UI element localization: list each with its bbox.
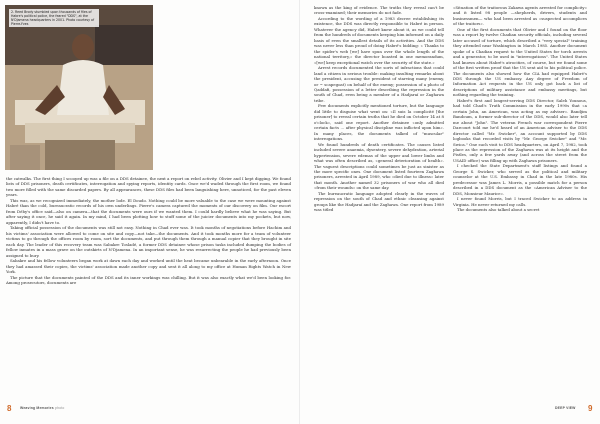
left-page-number: 8 <box>7 404 12 413</box>
paragraph: According to the wording of a 1983 decree establishing its existence, the DDS was directly responsible to Habré in person. Whatever the agency did, Habré knew about it, as we could tell from the hundreds of documents keeping him informed on a daily basis of even the smallest details of its activities. And the DDS was never less than proud of doing Habré's bidding: « Thanks to the spider's web [we] have spun over the whole length of the national territory,» the director boasted in one memorandum, «[we] keep exceptional watch over the security of the state.» <box>314 16 444 65</box>
paragraph: I never found Morris, but I traced Swicker to an address in Virginia. He never returned my calls. <box>453 196 587 207</box>
paragraph: Few documents explicitly mentioned torture, but the language did little to disguise what went on: «Il suis la complicité [the prisoner] to reveal certain truths that he died on October 14 at 8 o'clock», said one report. Another detainee «only admitted certain facts ... after physical discipline was inflicted upon him». In many places, the documents talked of "muscular" interrogations. <box>314 103 444 142</box>
right-text-column-1 <box>314 5 444 213</box>
running-head-suffix: photo <box>55 406 65 410</box>
right-text-column-2 <box>453 5 587 213</box>
photo-caption: 2. Reed Brody stumbled upon thousands of files of Habre's political police, the feared "DDS", at the N'Djamena headquarters in 2001. Photo courtesy of Pierre-Yves <box>9 9 99 27</box>
photo-image <box>5 5 153 170</box>
paragraph: «Situation of the traitorous Zakawa agents arrested for complicity» and it listed 98 people —shepherds, drivers, students and businessmen— who had been arrested as «suspected accomplices of the traitors». <box>453 5 587 27</box>
paragraph: We found hundreds of death certificates. The causes listed included severe anaemia, dysentery, severe dehydration, arterial hypertension, severe edemas of the upper and lower limbs and what was often described as, «general deterioration of health». The vaguest descriptions could sometimes be just as sinister as the more specific ones. One document listed fourteen Zaghawa prisoners, arrested in April 1989, who «died due to illness» later that month. Another named 32 prisoners of war who all died «from their wounds» on the same day. <box>314 141 444 191</box>
paragraph: I checked the State Department's staff listings and found a George S. Swicker, who served as the political and military counselor at the U.S. Embassy in Chad in the late 1980s. His predecessor was James L. Morris, a possible match for a person described in a DDS document as the «American Adviser to the DDS, Monsieur Maurice». <box>453 163 587 196</box>
left-text-column <box>6 176 291 286</box>
paragraph: The picture that the documents painted of the DDS and its inner workings was chilling. But it was also exactly what we'd been looking for. Among prosecutors, documents are <box>6 274 291 285</box>
paragraph: Habré's first and longest-serving DDS Director, Saleh Younous, had told Chad's Truth Commission in the early 1990s that «a certain John, an American, was acting as my adviser». Bandjim Bandoum, a former sub-director of the DDS, would also later tell me about "John". The veteran French war correspondent Pierre Darcourt told me he'd heard of an American adviser to the DDS director called "Mr. Swicker", an account supported by DDS logbooks that recorded visits by "Mr. George Swicker" and "Mr. Swica." One such visit to DDS headquarters, on April 7, 1982, took place as the repression of the Zaghawa was at its height and the Pistles, only a few yards away (and across the street from the USAID office) was filling up with Zaghawa prisoners. <box>453 97 587 163</box>
photo <box>5 5 153 170</box>
paragraph: The documents also talked about a secret <box>457 207 540 213</box>
running-head-title: Weaving Memories <box>20 406 54 410</box>
paragraph: Arrest records documented the sorts of infractions that could land a citizen in serious trouble: making insulting remarks about the president, accusing the president of starving many (enemy, or ~ scapegoat) on behalf of the enemy; possession of a photo of Qaddafi, possession of a letter describing the repression in the south of Chad, even being a member of a Hadjaraï or Zaghawa tribe. <box>314 65 444 103</box>
paragraph: This was, as we recognized immediately, the mother lode. El Doudo. Nothing could be more valuable to the case we were mounting against Habré than the cold, bureaucratic records of his own underlings. Pierre's camera captured the moments of our discovery on film. Our escort from Déby's office said—also on camera—that the documents were ours if we wanted them. I could hardly believe what he was saying. But after saying it once, he said it again. In my mind, I had been plotting how to stuff some of the juicier documents into my pockets, but now, apparently, I didn't have to. <box>6 197 291 225</box>
paragraph: The bureaucratic language adopted clearly in the waves of repression on the south of Chad and ethnic cleansing against groups like the Hadjaraï and the Zaghawa. One report from 1989 was titled <box>314 190 444 213</box>
paragraph: Sabakre and his fellow volunteers began work at dawn each day and worked until the heat became unbearable in the early afternoon. Once they had amassed their copies, the victims' association made another copy and sent it all along to my office at Human Rights Watch in New York. <box>6 258 291 274</box>
left-running-head <box>20 406 65 410</box>
right-page-number: 9 <box>588 404 593 413</box>
paragraph: known as the king of evidence. The truths they reveal can't be cross-examined; their memories do not fade. <box>314 5 444 16</box>
paragraph: One of the first documents that Olivier and I found on the floor was a report by twelve Chadian security officials, including several later accused of torture, which described a "very special" training they attended near Washington in March 1985. Another document spoke of a Chadian request to the United States for torch arrests and a generator, to be used in "interrogations". The United States had known about Habré's atrocities, of course, but we found some of the first written proof that the US sent aid to his political police. The documents also showed how the CIA had equipped Habré's DDS through the US embassy. Any degree of Freedom of Information Act requests in the US only got back a list of descriptions of military assistance and embassy meetings, but nothing regarding the training. <box>453 26 587 98</box>
paragraph: the catwalks. The first thing I scooped up was a file on a DDS detainee, the next a report on rebel activity. Olivier and I kept digging. We found lists of DDS prisoners, death certificates, interrogation and spying reports, identity cards. Once we'd waded through the first room, we found two more filled with the same discarded papers. By all appearances, these DDS files had been languishing here, unnoticed, for the past eleven years. <box>6 176 291 198</box>
running-head-title: DEEP VIEW <box>555 406 576 410</box>
paragraph: Taking official possession of the documents was still not easy. Nothing in Chad ever was. It took months of negotiations before Hachim and his victims' association were allowed to come on site and copy—not take—the documents. And it took months more for a team of volunteer victims to go through the offices room by room, sort the documents, and put through them through a manual copier that they brought in site each day. The leader of this recovery team was Sabakre Tosladé, a former DDS detainee whose prison tasks included dumping the bodies of fellow inmates in a mass grave on the outskirts of N'Djamena. In an important sense, he was resurrecting the people he had previously been assigned to bury. <box>6 225 291 258</box>
right-running-head <box>555 406 576 410</box>
right-page <box>300 0 600 424</box>
